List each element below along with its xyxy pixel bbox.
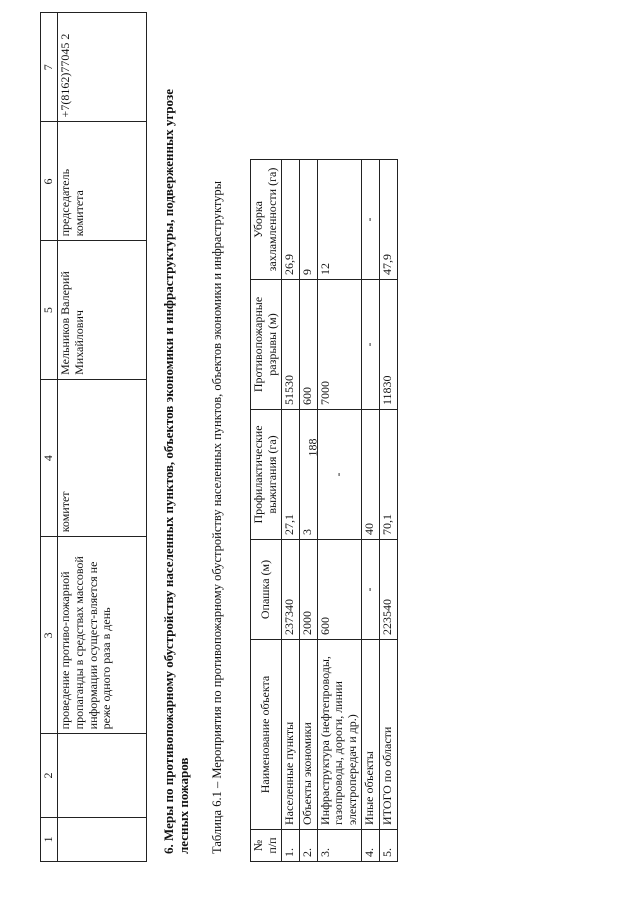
measures-table	[250, 159, 398, 862]
table-row	[281, 160, 299, 862]
table-header-row	[251, 160, 282, 862]
table-cell: 2.	[299, 830, 317, 862]
header-cell: Профилактические выжигания (га)	[251, 410, 282, 540]
table-cell: 3.	[317, 830, 361, 862]
table-cell: 12	[317, 160, 361, 280]
header-cell: Наименование объекта	[251, 640, 282, 830]
section-heading: 6. Меры по противопожарному обустройству населенных пунктов, объектов экономики и инфраструктуры, подверженных угрозе лесных пожаров	[161, 89, 191, 854]
table-cell: 2000	[299, 540, 317, 640]
header-cell: Опашка (м)	[251, 540, 282, 640]
column-number-cell: 4	[41, 379, 58, 536]
table-cell: проведение противо-пожарной пропаганды в средствах массовой информации осущест-вляется не реже одного раза в день	[58, 537, 147, 734]
table-cell: 51530	[281, 280, 299, 410]
column-number-cell: 5	[41, 241, 58, 379]
table-cell: -	[317, 410, 361, 540]
table-cell: 1.	[281, 830, 299, 862]
column-number-row	[41, 13, 58, 862]
column-number-cell: 6	[41, 122, 58, 241]
table-cell: 7000	[317, 280, 361, 410]
table-cell: 11830	[379, 280, 397, 410]
column-number-cell: 3	[41, 537, 58, 734]
table-row	[361, 160, 379, 862]
header-cell: Противопожарные разрывы (м)	[251, 280, 282, 410]
table-cell: 26,9	[281, 160, 299, 280]
table-cell: комитет	[58, 379, 147, 536]
table-cell: 4.	[361, 830, 379, 862]
table-cell: ИТОГО по области	[379, 640, 397, 830]
table-cell: +7(8162)77045 2	[58, 13, 147, 122]
table-row	[58, 13, 147, 862]
table-row	[317, 160, 361, 862]
table-cell: 237340	[281, 540, 299, 640]
table-cell: 70,1	[379, 410, 397, 540]
continuation-table	[40, 12, 147, 862]
table-cell: 47,9	[379, 160, 397, 280]
header-cell: Уборка захламленности (га)	[251, 160, 282, 280]
table-cell: 27,1	[281, 410, 299, 540]
table-row	[379, 160, 397, 862]
table-cell	[58, 817, 147, 861]
page-number: 188	[305, 438, 320, 457]
table-cell: -	[361, 540, 379, 640]
table-cell: Иные объекты	[361, 640, 379, 830]
table-cell: председатель комитета	[58, 122, 147, 241]
table-cell: 9	[299, 160, 317, 280]
column-number-cell: 7	[41, 13, 58, 122]
table-cell: Населенные пункты	[281, 640, 299, 830]
table-cell: 600	[299, 280, 317, 410]
table-cell	[58, 734, 147, 817]
table-cell: -	[361, 160, 379, 280]
column-number-cell: 2	[41, 734, 58, 817]
table-cell: Мельников Валерий Михайлович	[58, 241, 147, 379]
table-cell: -	[361, 280, 379, 410]
rotated-page-content	[40, 12, 600, 892]
table-cell: 600	[317, 540, 361, 640]
header-cell: № п/п	[251, 830, 282, 862]
table-cell: Объекты экономики	[299, 640, 317, 830]
table-cell: 5.	[379, 830, 397, 862]
table-row	[299, 160, 317, 862]
table-cell: Инфраструктура (нефтепроводы, газопроводы, дороги, линии электропередач и др.)	[317, 640, 361, 830]
table-cell: 223540	[379, 540, 397, 640]
column-number-cell: 1	[41, 817, 58, 861]
table-cell: 3	[299, 410, 317, 540]
table-caption: Таблица 6.1 – Мероприятия по противопожарному обустройству населенных пунктов, объектов экономики и инфраструктуры	[210, 180, 224, 854]
table-cell: 40	[361, 410, 379, 540]
